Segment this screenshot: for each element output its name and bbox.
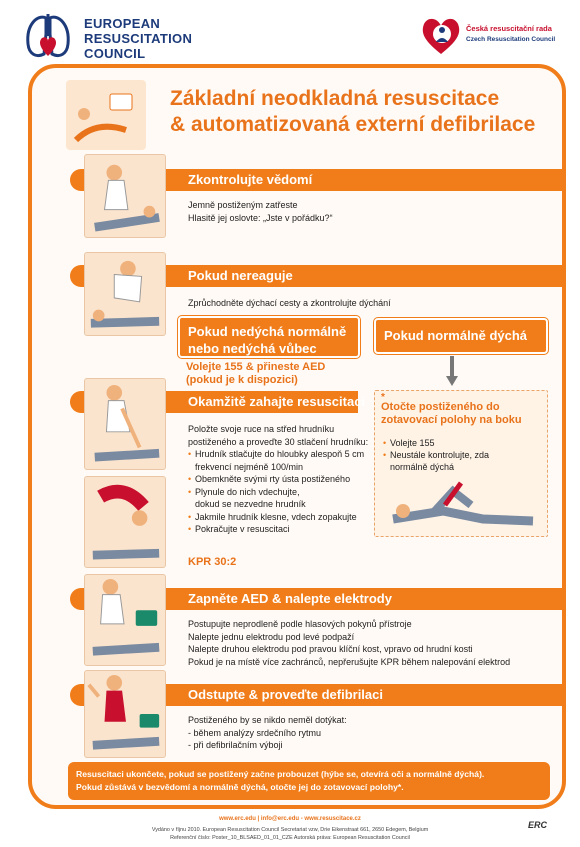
chest-compression-icon <box>85 379 165 469</box>
recovery-title2: zotavovací polohy na boku <box>381 414 522 426</box>
aed-instructions <box>188 618 510 668</box>
erc-logo-line1: EUROPEAN <box>84 16 161 31</box>
recovery-list <box>383 437 489 473</box>
airway-illustration <box>84 252 166 336</box>
footer-ref: Referenční číslo: Poster_10_BLSAED_01_01_CZE Autorská práva: European Resuscitation Council <box>170 835 410 841</box>
step-aed-label: Zapněte AED & nalepte elektrody <box>188 591 392 606</box>
list-item: • Pokračujte v resuscitaci <box>188 523 368 536</box>
defib-instructions <box>188 714 347 752</box>
list-item: • Volejte 155 <box>383 437 489 449</box>
airway-check-icon <box>85 253 165 335</box>
lungs-heart-icon <box>20 10 76 66</box>
aed-illustration <box>66 80 146 150</box>
rescue-breath-icon <box>85 477 165 567</box>
erc-logo-line3: COUNCIL <box>84 46 146 61</box>
defib-text2: - během analýzy srdečního rytmu <box>188 727 322 738</box>
check-text1: Jemně postiženým zatřeste <box>188 200 298 210</box>
step-check-label: Zkontrolujte vědomí <box>188 172 313 187</box>
stop-cpr-line1: Resuscitaci ukončete, pokud se postižený začne probouzet (hýbe se, otevírá oči a normálně dýchá). <box>76 769 485 779</box>
crr-logo <box>418 12 568 60</box>
erc-logo <box>20 10 240 70</box>
footer-issued: Vydáno v říjnu 2010. European Resuscitation Council Secretariat vzw, Drie Eikenstraat 661, 2650 Edegem, Belgium <box>151 827 429 833</box>
defib-text1: Postiženého by se nikdo neměl dotýkat: <box>188 715 347 725</box>
stop-cpr-note <box>68 762 550 800</box>
list-item: • Hrudník stlačujte do hloubky alespoň 5 cm frekvencí nejméně 100/min <box>188 448 368 473</box>
branch-breathing: Pokud normálně dýchá <box>374 318 548 354</box>
branch-left-line1: Pokud nedýchá normálně <box>188 324 347 339</box>
crr-name-en: Czech Resuscitation Council <box>466 36 556 43</box>
aed-text1: Postupujte neprodleně podle hlasových pokynů přístroje <box>188 619 412 629</box>
title-line1: Základní neodkladná resuscitace <box>170 87 500 110</box>
step-defib-label: Odstupte & proveďte defibrilaci <box>188 687 383 702</box>
aed-text2: Nalepte jednu elektrodu pod levé podpaží <box>188 631 355 642</box>
list-item: • Neustále kontrolujte, zda normálně dýchá <box>383 449 489 473</box>
cpr-intro1: Položte svoje ruce na střed hrudníku <box>188 424 335 434</box>
list-item: • Obemkněte svými rty ústa postiženého <box>188 473 368 486</box>
defib-text3: - při defibrilačním výboji <box>188 740 283 750</box>
recovery-position-icon <box>383 475 541 533</box>
call-line1: Volejte 155 & přineste AED <box>186 361 326 373</box>
airway-text: Zprůchodněte dýchací cesty a zkontrolujte dýchání <box>188 298 391 308</box>
crr-name-cz: Česká resuscitační rada <box>466 24 552 33</box>
branch-left-line2: nebo nedýchá vůbec <box>188 341 317 356</box>
arrow-down-icon <box>446 356 458 386</box>
cpr-intro2: postiženého a proveďte 30 stlačení hrudníku: <box>188 436 369 447</box>
cpr-bullet-list <box>188 448 368 536</box>
aed-pads-illustration <box>84 574 166 666</box>
aed-text4: Pokud je na místě více zachránců, nepřerušujte KPR během nalepování elektrod <box>188 656 511 667</box>
branch-not-breathing <box>178 316 360 358</box>
compressions-illustration <box>84 378 166 470</box>
recovery-title1: Otočte postiženého do <box>381 401 500 413</box>
stop-cpr-line2: Pokud zůstává v bezvědomí a normálně dýchá, otočte jej do zotavovací polohy*. <box>76 782 404 792</box>
aed-pads-icon <box>85 575 165 665</box>
check-instructions <box>188 199 333 224</box>
recovery-star: * <box>381 392 385 403</box>
shake-person-icon <box>85 155 165 237</box>
cpr-ratio: KPR 30:2 <box>188 556 237 568</box>
erc-mark: ERC <box>528 820 548 830</box>
list-item: • Jakmile hrudník klesne, vdech zopakujte <box>188 511 368 524</box>
erc-logo-line2: RESUSCITATION <box>84 31 193 46</box>
list-item: • Plynule do nich vdechujte, dokud se nezvedne hrudník <box>188 486 368 511</box>
breaths-illustration <box>84 476 166 568</box>
recovery-position-box <box>374 390 548 537</box>
stand-clear-icon <box>85 671 165 757</box>
aed-text3: Nalepte druhou elektrodu pod pravou klíční kost, vpravo od hrudní kosti <box>188 644 473 654</box>
rescuer-aed-icon <box>66 80 146 150</box>
call-text <box>186 361 325 387</box>
defib-illustration <box>84 670 166 758</box>
check-illustration <box>84 154 166 238</box>
cpr-instructions <box>188 423 368 536</box>
recovery-title <box>381 401 522 427</box>
call-line2: (pokud je k dispozici) <box>186 374 298 386</box>
title-line2: & automatizovaná externí defibrilace <box>170 113 536 136</box>
poster-title <box>170 86 560 138</box>
check-text2: Hlasitě jej oslovte: „Jste v pořádku?“ <box>188 212 333 223</box>
heart-person-icon <box>418 12 464 58</box>
footer-links: www.erc.edu | info@erc.edu - www.resuscitace.cz <box>219 816 361 822</box>
step-cpr-label: Okamžitě zahajte resuscitaci <box>188 394 366 409</box>
step-unresponsive-label: Pokud nereaguje <box>188 268 293 283</box>
